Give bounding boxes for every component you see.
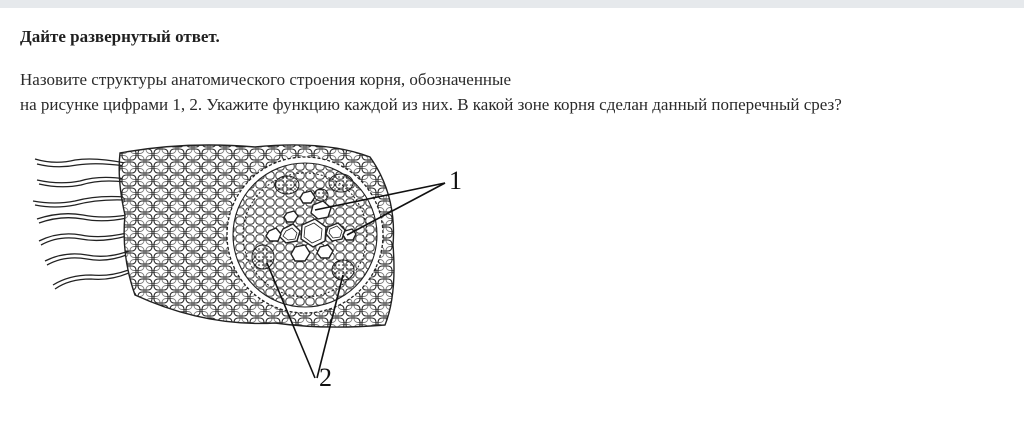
label-2: 2 — [319, 363, 332, 390]
question-line-2: на рисунке цифрами 1, 2. Укажите функцию каждой из них. В какой зоне корня сделан данный поперечный срез? — [20, 95, 842, 114]
label-1: 1 — [449, 166, 462, 195]
question-line-1: Назовите структуры анатомического строения корня, обозначенные — [20, 70, 511, 89]
top-bar — [0, 0, 1024, 8]
task-heading: Дайте развернутый ответ. — [20, 27, 220, 46]
root-cross-section-figure — [25, 135, 475, 390]
question-text — [20, 67, 842, 117]
root-hairs — [33, 159, 131, 289]
